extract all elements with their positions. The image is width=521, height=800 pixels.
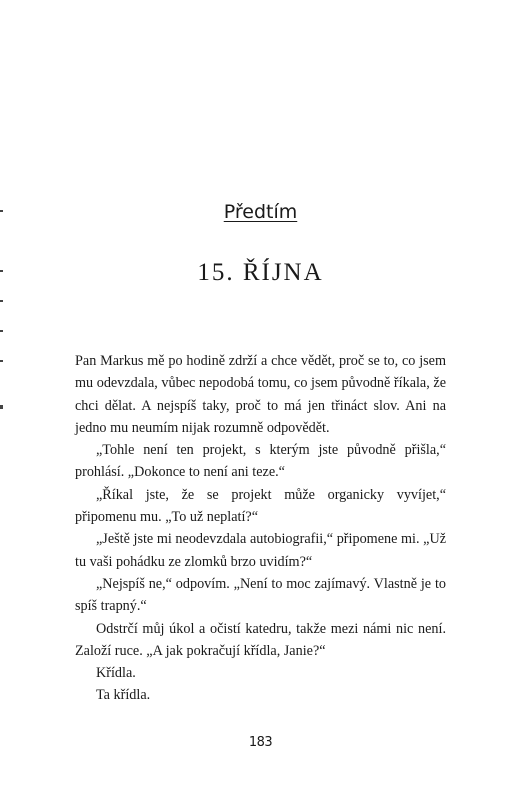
margin-mark [0,300,3,302]
paragraph: „Nejspíš ne,“ odpovím. „Není to moc zajímavý. Vlastně je to spíš trapný.“ [75,575,446,615]
paragraph: „Říkal jste, že se projekt může organicky vyvíjet,“ připomenu mu. „To už neplatí?“ [75,486,446,526]
paragraph: Odstrčí můj úkol a očistí katedru, takže mezi námi nic není. Založí ruce. „A jak pokračují křídla, Janie?“ [75,620,446,659]
paragraph: Pan Markus mě po hodině zdrží a chce vědět, proč se to, co jsem mu odevzdala, vůbec nepodobá tomu, co jsem původně říkala, že chci dělat. A nejspíš taky, proč to má jen třináct slov. Ani na jedno mu neumím nijak rozumně odpovědět. [75,353,446,436]
paragraph: Ta křídla. [96,687,151,704]
margin-mark [0,405,3,409]
paragraph: „Ještě jste mi neodevzdala autobiografii,“ připomene mi. „Už tu vaši pohádku ze zlomků brzo uvidím?“ [75,531,446,570]
margin-mark [0,360,3,362]
page-number: 183 [248,735,273,750]
paragraph: Křídla. [96,665,136,682]
body-text [75,350,446,707]
section-heading: Předtím [223,201,298,223]
chapter-title: 15. ŘÍJNA [197,259,324,286]
margin-mark [0,330,3,332]
paragraph: „Tohle není ten projekt, s kterým jste původně přišla,“ prohlásí. „Dokonce to není ani teze.“ [75,442,446,481]
